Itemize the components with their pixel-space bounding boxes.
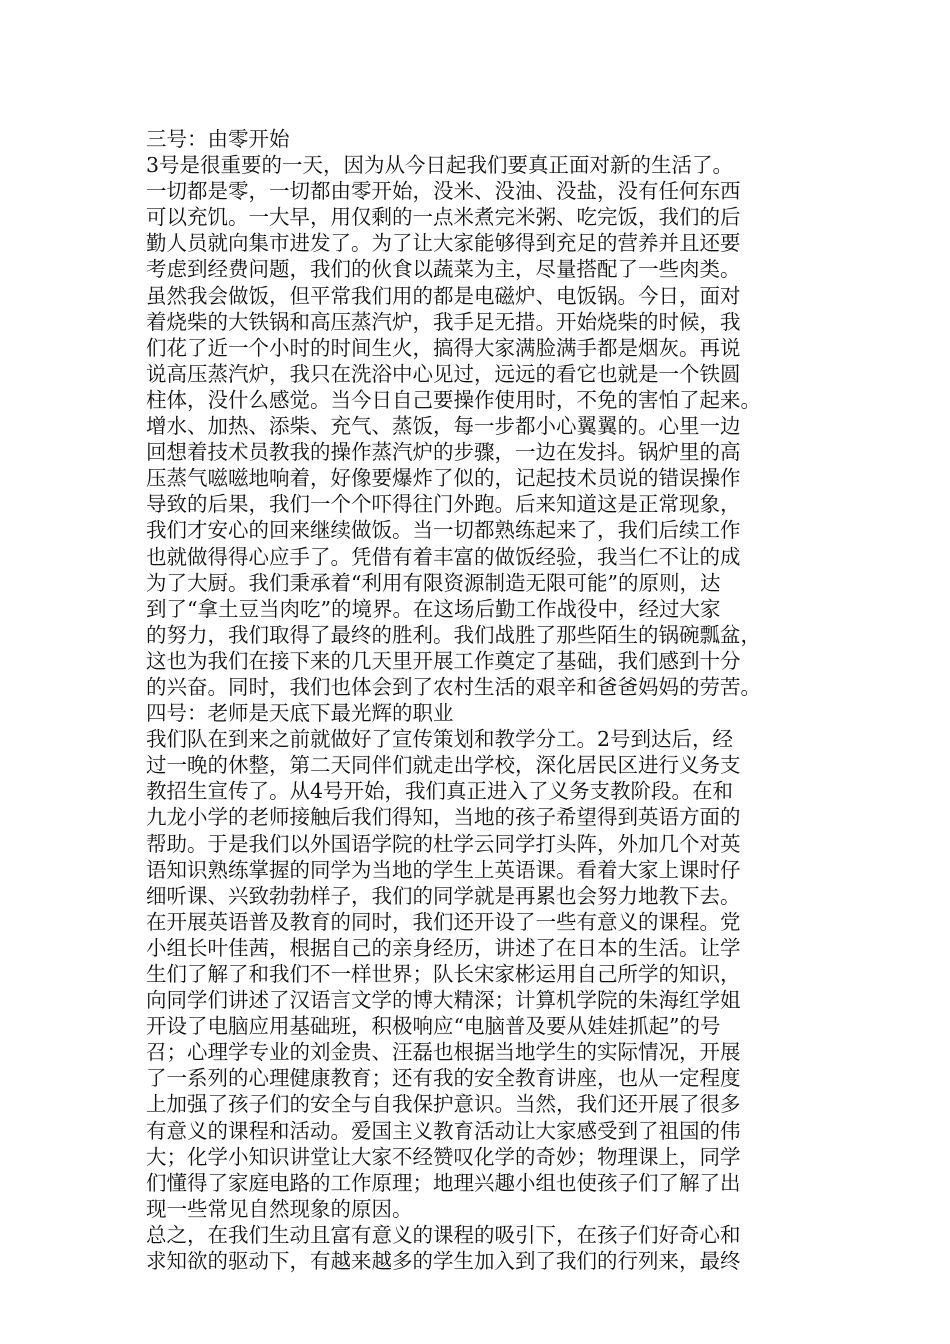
text-line: 开设了电脑应用基础班，积极响应“电脑普及要从娃娃抓起”的号 [146, 1014, 721, 1039]
text-line: 细听课、兴致勃勃样子，我们的同学就是再累也会努力地教下去。 [146, 883, 741, 908]
text-line: 的兴奋。同时，我们也体会到了农村生活的艰辛和爸爸妈妈的劳苦。 [146, 674, 761, 699]
text-line: 导致的后果，我们一个个吓得往门外跑。后来知道这是正常现象， [146, 492, 741, 517]
text-line: 到了“拿土豆当肉吃”的境界。在这场后勤工作战役中，经过大家 [146, 596, 721, 621]
text-line: 四号：老师是天底下最光辉的职业 [146, 701, 454, 726]
text-line: 九龙小学的老师接触后我们得知，当地的孩子希望得到英语方面的 [146, 805, 741, 830]
text-line: 我们才安心的回来继续做饭。当一切都熟练起来了，我们后续工作 [146, 518, 741, 543]
text-line: 增水、加热、添柴、充气、蒸饭，每一步都小心翼翼的。心里一边 [146, 414, 741, 439]
document-body [146, 126, 808, 1274]
text-line: 过一晚的休整，第二天同伴们就走出学校，深化居民区进行义务支 [146, 753, 741, 778]
text-line: 可以充饥。一大早，用仅剩的一点米煮完米粥、吃完饭，我们的后 [146, 205, 741, 230]
text-line: 上加强了孩子们的安全与自我保护意识。当然，我们还开展了很多 [146, 1092, 741, 1117]
text-line: 教招生宣传了。从4号开始，我们真正进入了义务支教阶段。在和 [146, 779, 734, 804]
text-line: 说高压蒸汽炉，我只在洗浴中心见过，远远的看它也就是一个铁圆 [146, 361, 741, 386]
text-line: 了一系列的心理健康教育；还有我的安全教育讲座，也从一定程度 [146, 1066, 741, 1091]
text-line: 小组长叶佳茜，根据自己的亲身经历，讲述了在日本的生活。让学 [146, 935, 741, 960]
text-line: 也就做得得心应手了。凭借有着丰富的做饭经验，我当仁不让的成 [146, 544, 741, 569]
text-line: 召；心理学专业的刘金贵、汪磊也根据当地学生的实际情况，开展 [146, 1040, 741, 1065]
text-line: 向同学们讲述了汉语言文学的博大精深；计算机学院的朱海红学姐 [146, 988, 741, 1013]
text-line: 生们了解了和我们不一样世界；队长宋家彬运用自己所学的知识， [146, 962, 741, 986]
text-line: 一切都是零，一切都由零开始，没米、没油、没盐，没有任何东西 [146, 179, 741, 204]
text-line: 着烧柴的大铁锅和高压蒸汽炉，我手足无措。开始烧柴的时候，我 [146, 309, 741, 334]
text-line: 三号：由零开始 [146, 127, 290, 151]
text-line: 大；化学小知识讲堂让大家不经赞叹化学的奇妙；物理课上，同学 [146, 1144, 741, 1169]
text-line: 勤人员就向集市进发了。为了让大家能够得到充足的营养并且还要 [146, 231, 741, 256]
text-line: 3号是很重要的一天，因为从今日起我们要真正面对新的生活了。 [146, 153, 734, 178]
text-line: 现一些常见自然现象的原因。 [146, 1196, 413, 1221]
text-line: 压蒸气嗞嗞地响着，好像要爆炸了似的，记起技术员说的错误操作 [146, 466, 741, 491]
text-line: 回想着技术员教我的操作蒸汽炉的步骤，一边在发抖。锅炉里的高 [146, 440, 741, 465]
text-line: 总之，在我们生动且富有意义的课程的吸引下，在孩子们好奇心和 [146, 1222, 741, 1247]
text-line: 们懂得了家庭电路的工作原理；地理兴趣小组也使孩子们了解了出 [146, 1170, 741, 1195]
text-line: 柱体，没什么感觉。当今日自己要操作使用时，不免的害怕了起来。 [146, 387, 761, 412]
text-line: 这也为我们在接下来的几天里开展工作奠定了基础，我们感到十分 [146, 648, 741, 673]
text-line: 们花了近一个小时的时间生火，搞得大家满脸满手都是烟灰。再说 [146, 335, 741, 360]
text-line: 我们队在到来之前就做好了宣传策划和教学分工。2号到达后，经 [146, 727, 734, 752]
text-line: 为了大厨。我们秉承着“利用有限资源制造无限可能”的原则，达 [146, 570, 721, 595]
text-line: 考虑到经费问题，我们的伙食以蔬菜为主，尽量搭配了一些肉类。 [146, 257, 741, 282]
text-line: 求知欲的驱动下，有越来越多的学生加入到了我们的行列来，最终 [146, 1249, 741, 1274]
text-line: 的努力，我们取得了最终的胜利。我们战胜了那些陌生的锅碗瓢盆， [146, 622, 761, 647]
text-line: 有意义的课程和活动。爱国主义教育活动让大家感受到了祖国的伟 [146, 1118, 741, 1143]
text-line: 帮助。于是我们以外国语学院的杜学云同学打头阵，外加几个对英 [146, 831, 741, 856]
text-line: 虽然我会做饭，但平常我们用的都是电磁炉、电饭锅。今日，面对 [146, 283, 741, 308]
text-line: 语知识熟练掌握的同学为当地的学生上英语课。看着大家上课时仔 [146, 857, 741, 882]
text-line: 在开展英语普及教育的同时，我们还开设了一些有意义的课程。党 [146, 909, 741, 934]
